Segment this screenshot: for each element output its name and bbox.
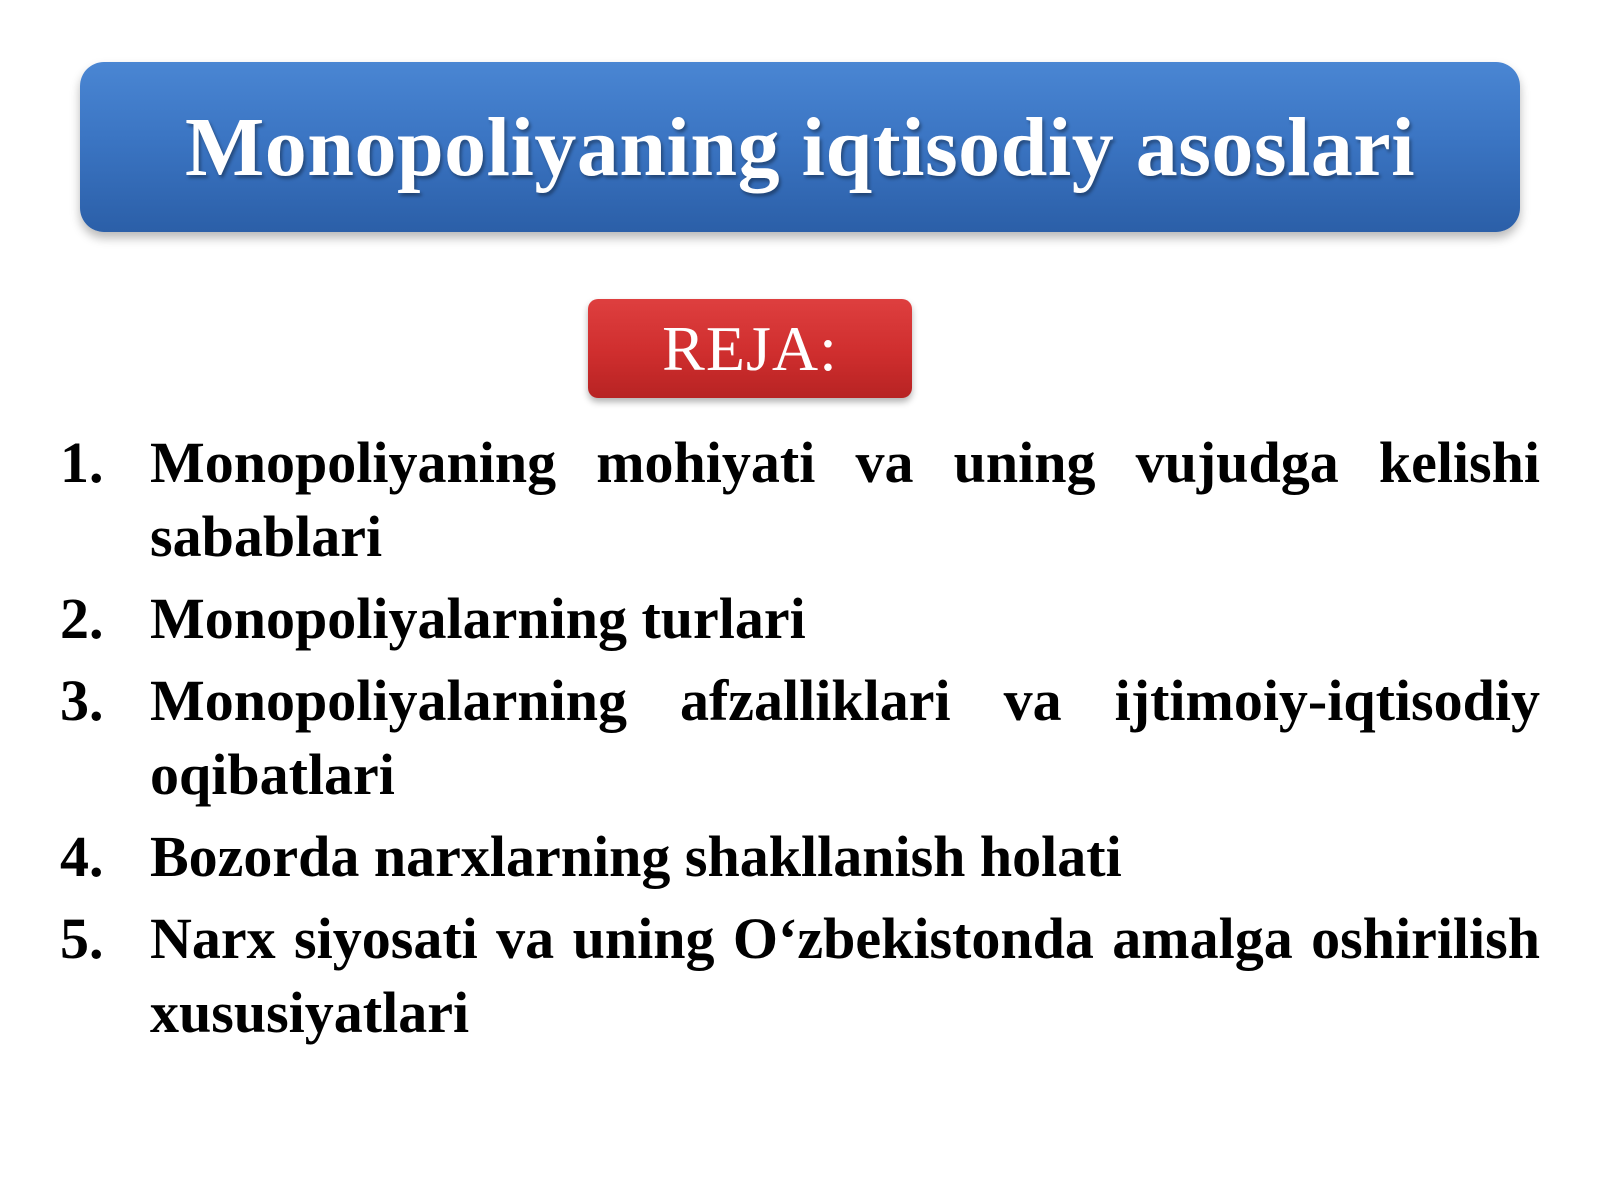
plan-item-number: 5.	[60, 906, 104, 971]
plan-item	[60, 426, 1540, 574]
plan-item	[60, 902, 1540, 1050]
plan-item	[60, 582, 1540, 656]
plan-list	[60, 426, 1540, 1058]
plan-item-text: Monopoliyalarning turlari	[150, 586, 806, 651]
plan-item-number: 2.	[60, 586, 104, 651]
plan-item-text: Bozorda narxlarning shakllanish holati	[150, 824, 1122, 889]
plan-item	[60, 820, 1540, 894]
plan-item-number: 4.	[60, 824, 104, 889]
plan-item	[60, 664, 1540, 812]
plan-item-number: 3.	[60, 668, 104, 733]
plan-label-box	[588, 299, 912, 398]
plan-label: REJA:	[662, 312, 838, 384]
plan-item-number: 1.	[60, 430, 104, 495]
plan-item-text: Narx siyosati va uning O‘zbekistonda amalga oshirilish xususiyatlari	[150, 906, 1540, 1045]
slide-title: Monopoliyaning iqtisodiy asoslari	[184, 100, 1416, 194]
plan-item-text: Monopoliyalarning afzalliklari va ijtimoiy-iqtisodiy oqibatlari	[150, 668, 1540, 807]
title-banner	[80, 62, 1520, 232]
plan-item-text: Monopoliyaning mohiyati va uning vujudga kelishi sabablari	[150, 430, 1540, 569]
